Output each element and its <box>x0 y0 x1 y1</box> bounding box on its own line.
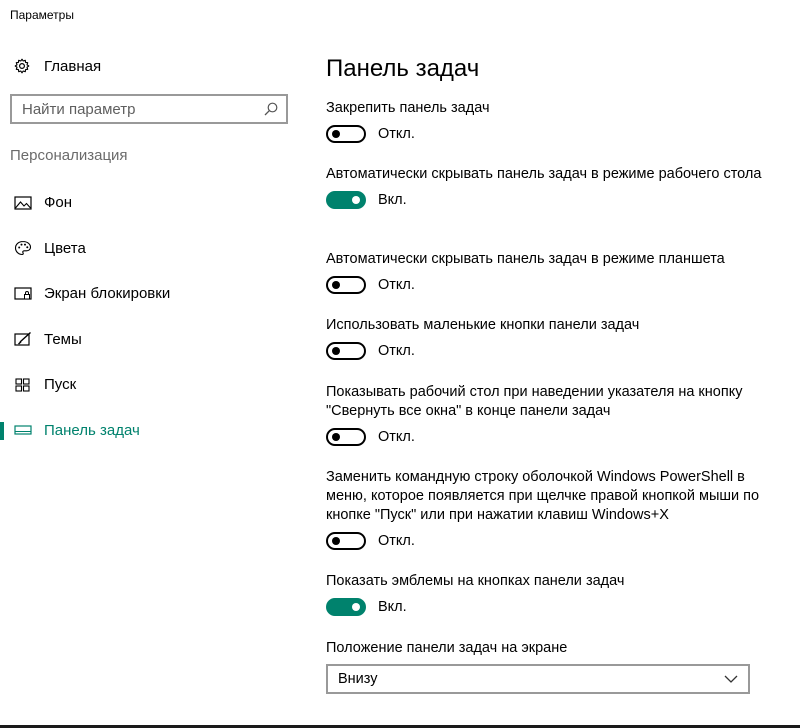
sidebar-item-colors[interactable] <box>0 226 300 272</box>
gear-icon <box>14 58 30 74</box>
sidebar-item-start[interactable] <box>0 362 300 408</box>
taskbar-position-dropdown[interactable] <box>326 664 750 694</box>
setting-badges <box>326 572 766 617</box>
setting-label: Использовать маленькие кнопки панели задач <box>326 317 640 333</box>
badges-toggle[interactable] <box>326 598 366 616</box>
setting-taskbar-position <box>326 639 766 658</box>
sidebar-item-label: Цвета <box>44 239 86 257</box>
search-icon[interactable] <box>264 102 278 116</box>
lock-taskbar-toggle[interactable] <box>326 125 366 143</box>
setting-autohide-tablet <box>326 250 766 295</box>
nav-home-label: Главная <box>44 57 102 75</box>
setting-label: Положение панели задач на экране <box>326 640 568 656</box>
toggle-state: Вкл. <box>378 599 407 615</box>
sidebar-item-label: Темы <box>44 330 82 348</box>
dropdown-value: Внизу <box>338 671 378 687</box>
setting-lock-taskbar <box>326 99 766 144</box>
setting-peek-desktop <box>326 383 766 447</box>
toggle-state: Вкл. <box>378 192 407 208</box>
toggle-state: Откл. <box>378 429 415 445</box>
sidebar-item-taskbar[interactable] <box>0 408 300 454</box>
powershell-toggle[interactable] <box>326 532 366 550</box>
toggle-state: Откл. <box>378 343 415 359</box>
start-icon <box>14 377 32 393</box>
peek-desktop-toggle[interactable] <box>326 428 366 446</box>
nav-list <box>0 180 300 453</box>
themes-icon <box>14 331 32 347</box>
picture-icon <box>14 195 32 211</box>
toggle-state: Откл. <box>378 126 415 142</box>
setting-label: Показать эмблемы на кнопках панели задач <box>326 573 625 589</box>
setting-label: Автоматически скрывать панель задач в режиме рабочего стола <box>326 166 762 182</box>
active-indicator <box>0 422 4 440</box>
setting-label: Автоматически скрывать панель задач в режиме планшета <box>326 251 725 267</box>
setting-label: Показывать рабочий стол при наведении указателя на кнопку "Свернуть все окна" в конце панели задач <box>326 384 743 419</box>
sidebar-item-label: Фон <box>44 194 73 212</box>
sidebar-item-themes[interactable] <box>0 317 300 363</box>
setting-autohide-desktop <box>326 165 766 210</box>
toggle-state: Откл. <box>378 533 415 549</box>
window-title: Параметры <box>10 8 74 22</box>
sidebar-item-background[interactable] <box>0 180 300 226</box>
sidebar-item-label: Пуск <box>44 376 77 394</box>
autohide-desktop-toggle[interactable] <box>326 191 366 209</box>
palette-icon <box>14 240 32 256</box>
toggle-state: Откл. <box>378 277 415 293</box>
sidebar <box>0 0 300 728</box>
sidebar-item-label: Экран блокировки <box>44 285 171 303</box>
setting-powershell <box>326 468 766 551</box>
search-input[interactable] <box>12 96 264 122</box>
sidebar-item-lock-screen[interactable] <box>0 271 300 317</box>
nav-home[interactable] <box>14 56 101 76</box>
taskbar-icon <box>14 422 32 438</box>
lock-screen-icon <box>14 286 32 302</box>
small-buttons-toggle[interactable] <box>326 342 366 360</box>
chevron-down-icon <box>724 674 738 684</box>
sidebar-item-label: Панель задач <box>44 421 140 439</box>
setting-label: Закрепить панель задач <box>326 100 490 116</box>
autohide-tablet-toggle[interactable] <box>326 276 366 294</box>
setting-label: Заменить командную строку оболочкой Windows PowerShell в меню, которое появляется при щелчке правой кнопкой мыши по кнопке "Пуск" или при нажатии клавиш Windows+X <box>326 469 760 523</box>
search-box <box>10 94 288 124</box>
setting-small-buttons <box>326 316 766 361</box>
page-title: Панель задач <box>326 55 480 82</box>
section-title: Персонализация <box>10 147 128 164</box>
